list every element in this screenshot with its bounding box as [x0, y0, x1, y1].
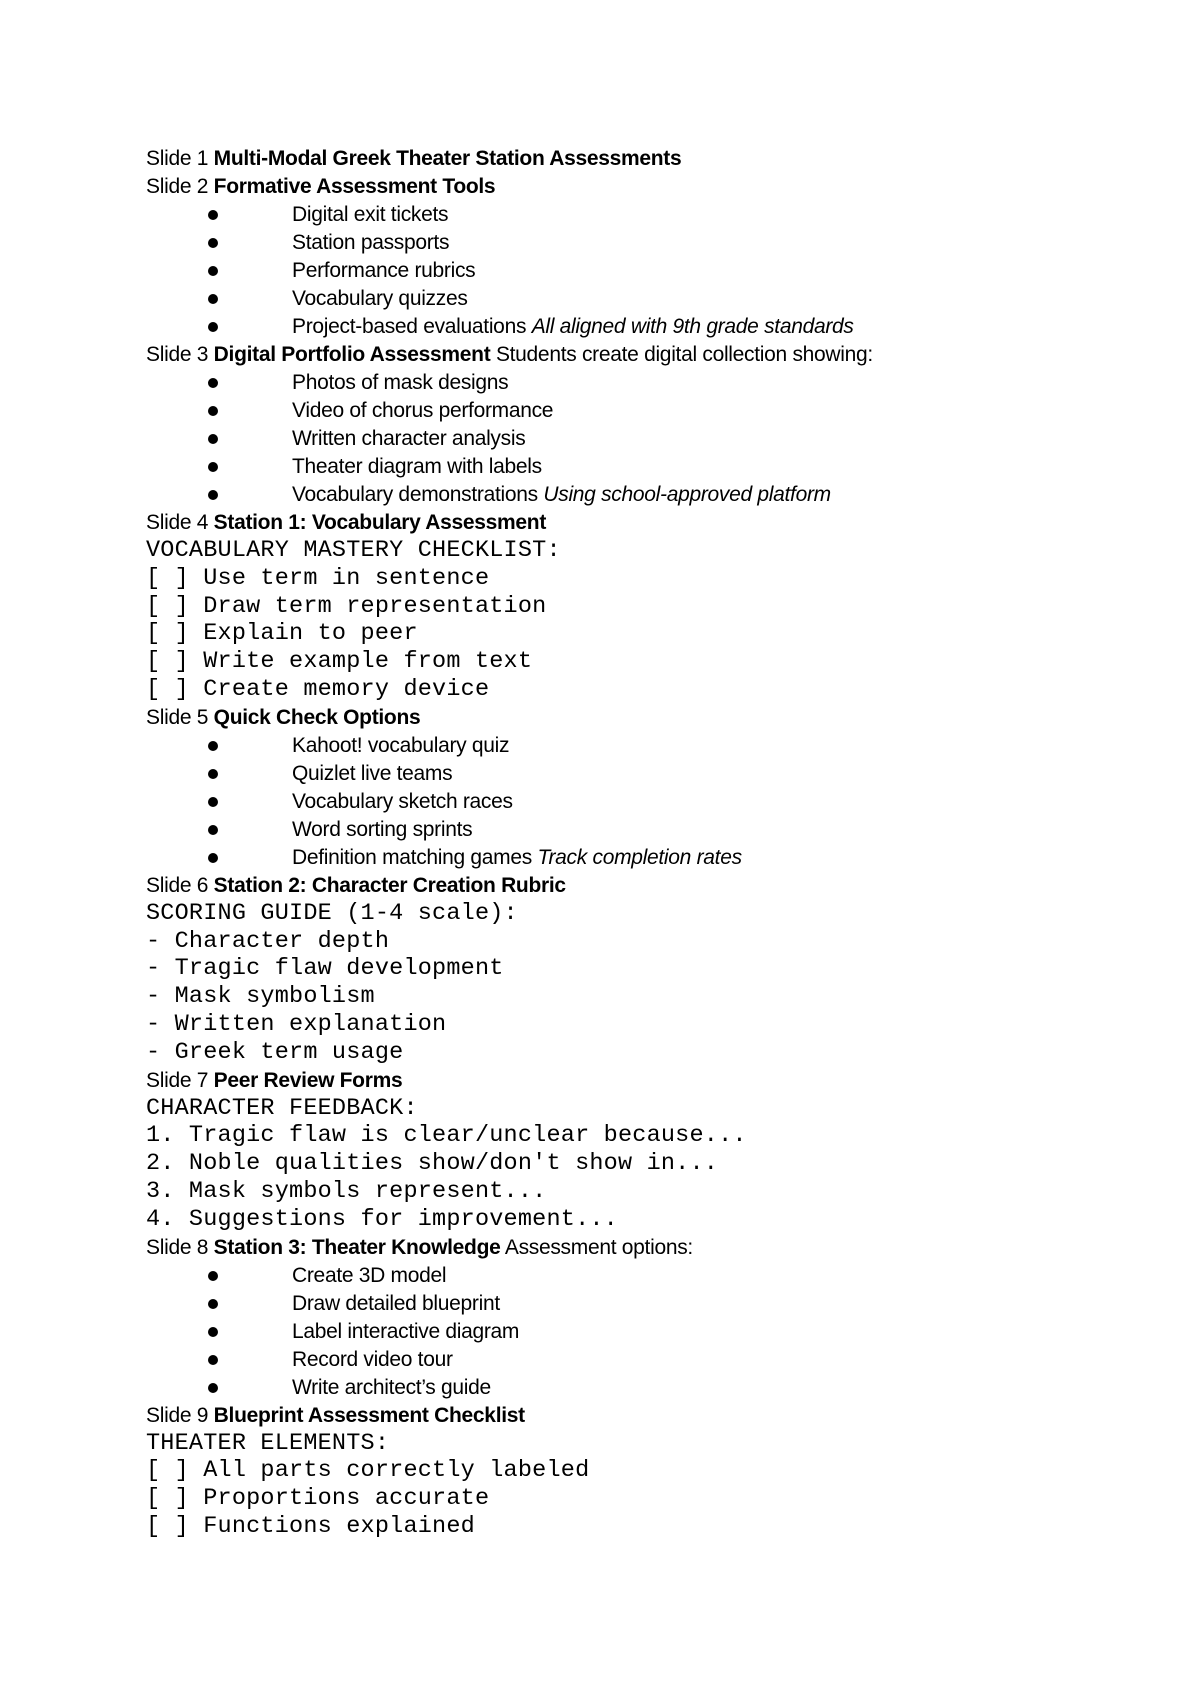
bullet-icon — [208, 797, 218, 807]
list-item: Station passports — [146, 229, 1146, 257]
bullet-icon — [208, 462, 218, 472]
slide-title: Station 2: Character Creation Rubric — [213, 873, 566, 897]
code-line: [ ] Functions explained — [146, 1512, 475, 1540]
list-item: Photos of mask designs — [146, 369, 1146, 397]
code-line: 4. Suggestions for improvement... — [146, 1205, 618, 1233]
list-item: Vocabulary sketch races — [146, 788, 1146, 816]
code-line: - Tragic flaw development — [146, 955, 504, 983]
slide-intro: Assessment options: — [504, 1235, 693, 1259]
document-body — [146, 145, 1146, 1541]
bullet-icon — [208, 1355, 218, 1365]
code-line: - Written explanation — [146, 1010, 447, 1038]
code-line: 1. Tragic flaw is clear/unclear because... — [146, 1122, 747, 1150]
slide-label: Slide 1 — [146, 147, 209, 170]
code-line: VOCABULARY MASTERY CHECKLIST: — [146, 537, 561, 564]
list-item: Vocabulary demonstrations Using school-approved platform — [146, 481, 1146, 509]
list-item: Vocabulary quizzes — [146, 285, 1146, 313]
slide-title: Formative Assessment Tools — [213, 175, 496, 198]
code-line: [ ] Write example from text — [146, 648, 533, 676]
slide-8-heading — [146, 1234, 1146, 1262]
slide-intro: Students create digital collection showing: — [495, 343, 873, 366]
slide-9-heading — [146, 1402, 1146, 1430]
code-line: [ ] Explain to peer — [146, 620, 418, 648]
bullet-icon — [208, 1271, 218, 1281]
slide-note: All aligned with 9th grade standards — [531, 315, 854, 338]
list-item: Word sorting sprints — [146, 816, 1146, 844]
slide-label: Slide 7 — [146, 1068, 209, 1092]
slide-note: Track completion rates — [537, 845, 742, 869]
bullet-icon — [208, 434, 218, 444]
code-line: [ ] Use term in sentence — [146, 564, 490, 592]
bullet-icon — [208, 266, 218, 276]
slide-note: Using school-approved platform — [543, 483, 831, 506]
code-line: [ ] Proportions accurate — [146, 1485, 490, 1513]
bullet-icon — [208, 769, 218, 779]
code-line: - Character depth — [146, 927, 390, 955]
slide-2-heading — [146, 173, 1146, 201]
slide-1-heading — [146, 145, 1146, 173]
list-item: Video of chorus performance — [146, 397, 1146, 425]
list-item: Digital exit tickets — [146, 201, 1146, 229]
bullet-icon — [208, 490, 218, 500]
code-line: 2. Noble qualities show/don't show in... — [146, 1150, 719, 1178]
list-item: Record video tour — [146, 1346, 1146, 1374]
slide-label: Slide 9 — [146, 1403, 209, 1427]
list-item: Definition matching games Track completion rates — [146, 844, 1146, 872]
slide-label: Slide 5 — [146, 705, 209, 729]
slide-label: Slide 2 — [146, 175, 209, 198]
slide-title: Station 1: Vocabulary Assessment — [213, 511, 547, 534]
slide-label: Slide 3 — [146, 343, 209, 366]
code-line: [ ] All parts correctly labeled — [146, 1457, 590, 1485]
slide-7-heading — [146, 1067, 1146, 1095]
code-line: - Greek term usage — [146, 1038, 404, 1066]
slide-3-heading — [146, 341, 1146, 369]
slide-title: Peer Review Forms — [213, 1068, 403, 1092]
code-line: 3. Mask symbols represent... — [146, 1177, 547, 1205]
code-line: [ ] Create memory device — [146, 675, 490, 703]
bullet-icon — [208, 741, 218, 751]
code-line: [ ] Draw term representation — [146, 592, 547, 620]
bullet-icon — [208, 322, 218, 332]
slide-title: Quick Check Options — [213, 705, 421, 729]
slide-6-heading — [146, 872, 1146, 900]
slide-label: Slide 4 — [146, 511, 209, 534]
list-item: Draw detailed blueprint — [146, 1290, 1146, 1318]
bullet-icon — [208, 1299, 218, 1309]
slide-title: Digital Portfolio Assessment — [213, 343, 491, 366]
bullet-icon — [208, 210, 218, 220]
slide-5-heading — [146, 704, 1146, 732]
bullet-icon — [208, 238, 218, 248]
slide-label: Slide 6 — [146, 873, 209, 897]
list-item: Written character analysis — [146, 425, 1146, 453]
slide-title: Multi-Modal Greek Theater Station Assessments — [213, 147, 682, 170]
code-line: CHARACTER FEEDBACK: — [146, 1094, 418, 1122]
slide-title: Blueprint Assessment Checklist — [213, 1403, 525, 1427]
bullet-icon — [208, 406, 218, 416]
list-item: Label interactive diagram — [146, 1318, 1146, 1346]
slide-title: Station 3: Theater Knowledge — [213, 1235, 501, 1259]
list-item: Quizlet live teams — [146, 760, 1146, 788]
bullet-icon — [208, 825, 218, 835]
bullet-icon — [208, 1327, 218, 1337]
list-item: Project-based evaluations All aligned with 9th grade standards — [146, 313, 1146, 341]
bullet-icon — [208, 294, 218, 304]
bullet-icon — [208, 853, 218, 863]
code-line: SCORING GUIDE (1-4 scale): — [146, 899, 518, 927]
code-line: THEATER ELEMENTS: — [146, 1429, 390, 1457]
slide-4-heading — [146, 509, 1146, 537]
code-line: - Mask symbolism — [146, 983, 375, 1011]
list-item: Create 3D model — [146, 1262, 1146, 1290]
slide-label: Slide 8 — [146, 1235, 209, 1259]
list-item: Theater diagram with labels — [146, 453, 1146, 481]
bullet-icon — [208, 1383, 218, 1393]
list-item: Write architect’s guide — [146, 1374, 1146, 1402]
list-item: Performance rubrics — [146, 257, 1146, 285]
bullet-icon — [208, 378, 218, 388]
list-item: Kahoot! vocabulary quiz — [146, 732, 1146, 760]
